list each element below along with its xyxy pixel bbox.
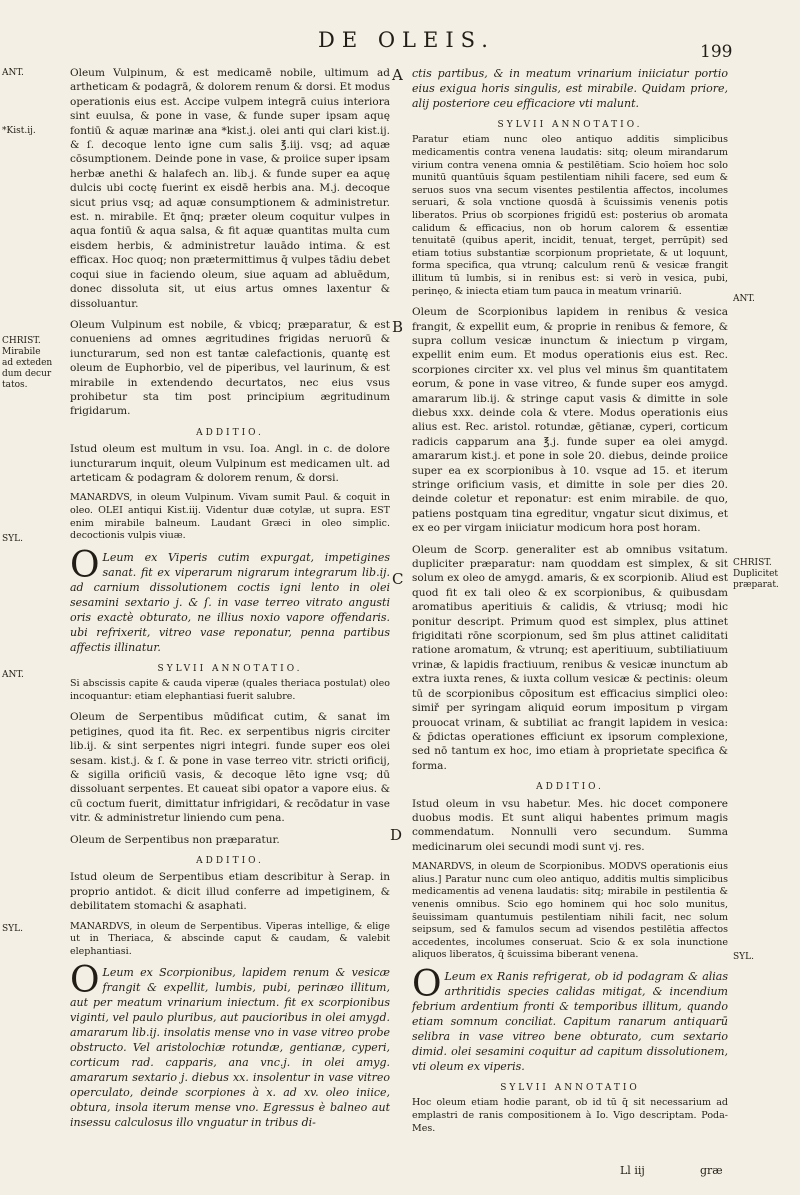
paragraph bbox=[70, 544, 390, 655]
commentary bbox=[412, 861, 728, 962]
paragraph-text: Leum ex Scorpionibus, lapidem renum & vesicæ frangit & expellit, lumbis, pubi, perinæo illitum, aut per meatum vrinarium iniectum. fit ex scorpionibus viginti, vel paulo pluribus, aut paucioribus in olei amygd. amararum lib.ij. insolatis mense vno in vase vitreo probe obstructo. Vel aristolochiæ rotundæ, gentianæ, cyperi, corticum rad. capparis, ana vnc.j. in olei amyg. amararum sextario j. diebus xx. insolentur in vase vitreo operculato, deinde scorpiones à x. ad xv. oleo iniice, obtura, insola iterum mense vno. Egressus è balneo aut insessu calculosus illo vnguatur in tribus di- bbox=[70, 966, 390, 1130]
margin-note-syl: SYL. bbox=[733, 952, 754, 962]
commentary bbox=[412, 134, 728, 298]
drop-cap: O bbox=[70, 960, 100, 1002]
paragraph-text: Leum ex Ranis refrigerat, ob id podagram & alias arthritidis species calidas mitigat, & incendium febrium ardentium fronti & temporibus illitum, quando etiam somnum conciliat. Capitum ranarum antiquarū selibra in vase vitreo bene obturato, cum sextario dimid. olei sesamini coquitur ad capitum dissolutionem, vti oleum ex viperis. bbox=[412, 969, 728, 1073]
paragraph-text: Oleum de Serpentibus non præparatur. bbox=[70, 833, 280, 846]
paragraph bbox=[70, 960, 390, 1130]
page-number: 199 bbox=[700, 42, 733, 62]
drop-cap: O bbox=[412, 963, 442, 1005]
section-letter-d: D bbox=[390, 826, 403, 844]
paragraph-text: Istud oleum est multum in vsu. Ioa. Angl. in c. de dolore iuncturarum inquit, oleum Vulpinum est medicamen ult. ad arteticam & podagram & dolorem renum, & dorsi. bbox=[70, 443, 390, 484]
paragraph bbox=[70, 870, 390, 913]
commentary-text: Hoc oleum etiam hodie parant, ob id tū q̄ sit necessarium ad emplastri de ranis compositionem à Io. Vigo descriptam. Poda-Mes. bbox=[412, 1097, 728, 1134]
commentary-text: MANARDVS, in oleum de Serpentibus. Viperas intellige, & elige ut in Theriaca, & abscinde caput & caudam, & valebit elephantiasi. bbox=[70, 920, 390, 957]
paragraph bbox=[70, 833, 390, 847]
commentary-text: Paratur etiam nunc oleo antiquo additis simplicibus medicamentis contra venena laudatis: sitq; oleum mirandarum virium contra venena omnia & pestilētiam. Scio hoīem hoc solo munitū quantūuis s̄quam pestilentiam nihili facere, sed eum & seruos suos vna secum visentes pestilentia affectos, incolumes seruari, & sola vnctione quosdā à s̄cuissimis venenis potis liberatos. Prius ob scorpiones frigidū est: posterius ob aromata calidum & efficacius, non ob horum calorem & essentiæ tenuitatē (quibus aperit, incidit, tenuat, terget, perrūpit) sed etiam totius substantiæ scorpionum proprietate, & ut loquunt, forma specifica, qua vtrunq; calculum renū & vesicæ frangit illitum tū lumbis, si in renibus est: si verò in vesica, pubi, perinęo, & iniecta etiam tum pauca in meatum vrinariū. bbox=[412, 134, 728, 297]
paragraph-text: Oleum Vulpinum, & est medicamē nobile, ultimum ad artheticam & podagrā, & dolorem renum & dorsi. Et modus operationis eius est. Accipe vulpem integrā cuius interiora sint euulsa, & pone in vase, & funde super ipsam aquę fontiū & aquæ marinæ ana *kist.j. olei anti qui clari kist.ij. & ſ. decoque lento igne cum salis ℥.iij. vsq; ad aquæ cōsumptionem. Deinde pone in vase, & proiice super ipsam herbæ anethi & halafech an. lib.j. & funde super ea aquę dulcis ubi coctę fuerint ex eisdē herbis ana. M.j. decoque sicut prius vsq; ad aquæ consumptionem & administretur. est. n. mirabile. Et q̄nq; præter oleum coquitur vulpes in aqua fontiū & aqua salsa, & fit aquæ quantitas multa cum eisdem herbis, & administretur lauādo intima. & est efficax. Hoc quoq; non prætermittimus q̄ vulpes tādiu debet coqui siue in faciendo oleum, siue aquam ad abluēdum, donec dissoluta sit, ut eius artus omnes laxentur & dissoluantur. bbox=[70, 67, 390, 310]
paragraph bbox=[70, 442, 390, 485]
paragraph-text: Istud oleum de Serpentibus etiam describitur à Serap. in proprio antidot. & dicit illud conferre ad impetiginem, & debilitatem stomachi & asaphati. bbox=[70, 871, 390, 913]
paragraph bbox=[412, 305, 728, 536]
margin-note-syl: SYL. bbox=[2, 534, 23, 544]
paragraph bbox=[412, 963, 728, 1074]
section-letter-c: C bbox=[392, 570, 404, 588]
margin-note-ant: ANT. bbox=[2, 68, 24, 78]
paragraph-text: Oleum de Scorp. generaliter est ab omnibus vsitatum. dupliciter præparatur: nam quoddam est simplex, & sit solum ex oleo de amygd. amaris, & ex scorpionib. Aliud est quod fit ex tali oleo & ex scorpionibus, & quibusdam aromatibus aperitiuis & calidis, & vtriusq; modi hic ponitur descript. Primum quod est simplex, plus attinet frigiditati rōne scorpionum, sed s̄m plus attinet caliditati ratione aromatum, & vtrunq; est aperitiuum, subtiliatiuum vrinæ, & lapidis fractiuum, renibus & vesicæ inunctum ab extra iuxta renes, & iuxta collum vesicæ & pectinis: oleum tū de scorpionibus cōpositum est efficacius simplici oleo: simiř per syringam aliquid eorum impositum p virgam prouocat vrinam, & subtiliat ac frangit lapidem in vesica: & p̄dictas operationes efficiunt ex ipsorum complexione, sed nō tantum ex hoc, imo etiam à proprietate specifica & forma. bbox=[412, 543, 728, 772]
paragraph-text: ctis partibus, & in meatum vrinarium iniiciatur portio eius exigua horis singulis, est mirabile. Quidam priore, alij posteriore ceu efficaciore vti malunt. bbox=[412, 67, 728, 110]
section-heading: ADDITIO. bbox=[536, 782, 604, 793]
paragraph bbox=[412, 66, 728, 111]
commentary bbox=[70, 678, 390, 703]
margin-note-christ: CHRIST. Duplicitet præparat. bbox=[733, 558, 779, 590]
section-heading: ADDITIO. bbox=[196, 856, 264, 866]
section-heading: SYLVII ANNOTATIO. bbox=[497, 120, 643, 130]
paragraph bbox=[412, 797, 728, 855]
paragraph bbox=[70, 66, 390, 311]
paragraph-text: Istud oleum in vsu habetur. Mes. hic docet componere duobus modis. Et sunt aliqui habentes primum magis commendatum. Nonnulli vero secundum. Summa medicinarum olei secundi modi sunt vj. res. bbox=[412, 797, 728, 853]
right-column bbox=[412, 66, 728, 1142]
paragraph-text: Oleum de Scorpionibus lapidem in renibus & vesica frangit, & expellit eum, & proprie in renibus & femore, & supra collum vesicæ inunctum & iniectum p virgam, expellit enim eum. Et modus operationis eius est. Rec. scorpiones circiter xx. vel plus vel minus s̄m quantitatem eorum, & pone in vase vitreo, & funde super eos amygd. amararum lib.ij. & stringe caput vasis & dimitte in sole diebus xxx. deinde cola & vtere. Modus operationis eius alius est. Rec. aristol. rotundæ, gētianæ, cyperi, corticum radicis capparum ana ℥.j. funde super ea olei amygd. amararum kist.j. et pone in sole 20. diebus, deinde proiice super ea ex scorpionibus à 10. vsque ad 15. et iterum stringe orificium vasis, et dimitte in sole per dies 20. deinde coletur et reponatur: est enim mirabile. de quo, patiens postquam tina egreditur, vngatur sicut diximus, et ex eo per virgam iniiciatur modicum hora post horam. bbox=[412, 306, 728, 535]
drop-cap: O bbox=[70, 544, 100, 586]
page-signature: Ll iij bbox=[620, 1164, 645, 1177]
paragraph-text: Oleum Vulpinum est nobile, & vbicq; præparatur, & est conueniens ad omnes ægritudines frigidas neruorū & iuncturarum, sed non est tantæ calefactionis, quantę est oleum de Euphorbio, vel de piperibus, vel laurinum, & est mirabile in extendendo decurtatos, nec eius vsus prohibetur sta tim post principium ægritudinum frigidarum. bbox=[70, 318, 390, 418]
margin-note-syl: SYL. bbox=[2, 924, 23, 934]
section-letter-b: B bbox=[392, 318, 404, 336]
left-column bbox=[70, 66, 390, 1137]
paragraph bbox=[70, 710, 390, 825]
section-letter-a: A bbox=[392, 66, 403, 84]
paragraph bbox=[70, 318, 390, 419]
commentary-text: MANARDVS, in oleum de Scorpionibus. MODVS operationis eius alius.] Paratur nunc cum oleo antiquo, additis multis simplicibus medicamentis ad venena laudatis: sitq; mirabile in pestilentia & venenis omnibus. Scio ego hominem qui hoc solo munitus, s̄euissimam quantumuis pestilentiam nihili facit, nec solum seipsum, sed & famulos secum ad visendos pestilētia affectos accedentes, incolumes conseruat. Scio & ex sola inunctione aliquos liberatos, q̄ s̄cuissima biberant venena. bbox=[412, 861, 728, 961]
section-heading: ADDITIO. bbox=[196, 427, 264, 438]
page-title: DE OLEIS. bbox=[318, 28, 495, 52]
commentary bbox=[70, 921, 390, 959]
paragraph-text: Leum ex Viperis cutim expurgat, impetigines sanat. fit ex viperarum nigrarum integrarum lib.ij. ad carnium dissolutionem coctis igni lento in olei sesamini sextario j. & ſ. in vase terreo vitrato angusti oris exactè obturato, ne illius noxio vapore offendaris. ubi refrixerit, vitreo vase reponatur, penna partibus affectis illinatur. bbox=[70, 550, 390, 654]
margin-note-christ: CHRIST. Mirabile ad exteden dum decur tatos. bbox=[2, 336, 53, 390]
commentary bbox=[70, 492, 390, 542]
commentary-text: Si abscissis capite & cauda viperæ (quales theriaca postulat) oleo incoquantur: etiam elephantiasi fuerit salubre. bbox=[70, 678, 390, 702]
paragraph-text: Oleum de Serpentibus mūdificat cutim, & sanat im petigines, quod ita fit. Rec. ex serpentibus nigris circiter lib.ij. & sint serpentes nigri integri. funde super eos olei sesam. kist.j. & ſ. & pone in vase terreo vitr. stricti orificij, & sigilla orificiū vasis, & decoque lēto igne vsq; dū dissoluant serpentes. Et caueat sibi opator a vapore eius. & cū coctum fuerit, dimittatur infrigidari, & recōdatur in vase vitr. & administretur liniendo cum pena. bbox=[70, 711, 390, 825]
section-heading: SYLVII ANNOTATIO bbox=[500, 1082, 640, 1093]
catchword: græ bbox=[700, 1164, 723, 1177]
commentary-text: MANARDVS, in oleum Vulpinum. Vivam sumit Paul. & coquit in oleo. OLEI antiqui Kist.iij. Videntur duæ cotylæ, ut supra. EST enim mirabile balneum. Laudant Græci in oleo simplic. decoctionis vulpis viuæ. bbox=[70, 492, 390, 542]
margin-note-ant: ANT. bbox=[733, 294, 755, 304]
commentary bbox=[412, 1097, 728, 1135]
section-heading: SYLVII ANNOTATIO. bbox=[157, 663, 303, 674]
margin-note-ant: ANT. bbox=[2, 670, 24, 680]
paragraph bbox=[412, 543, 728, 774]
margin-note-kist: *Kist.ij. bbox=[2, 126, 36, 136]
